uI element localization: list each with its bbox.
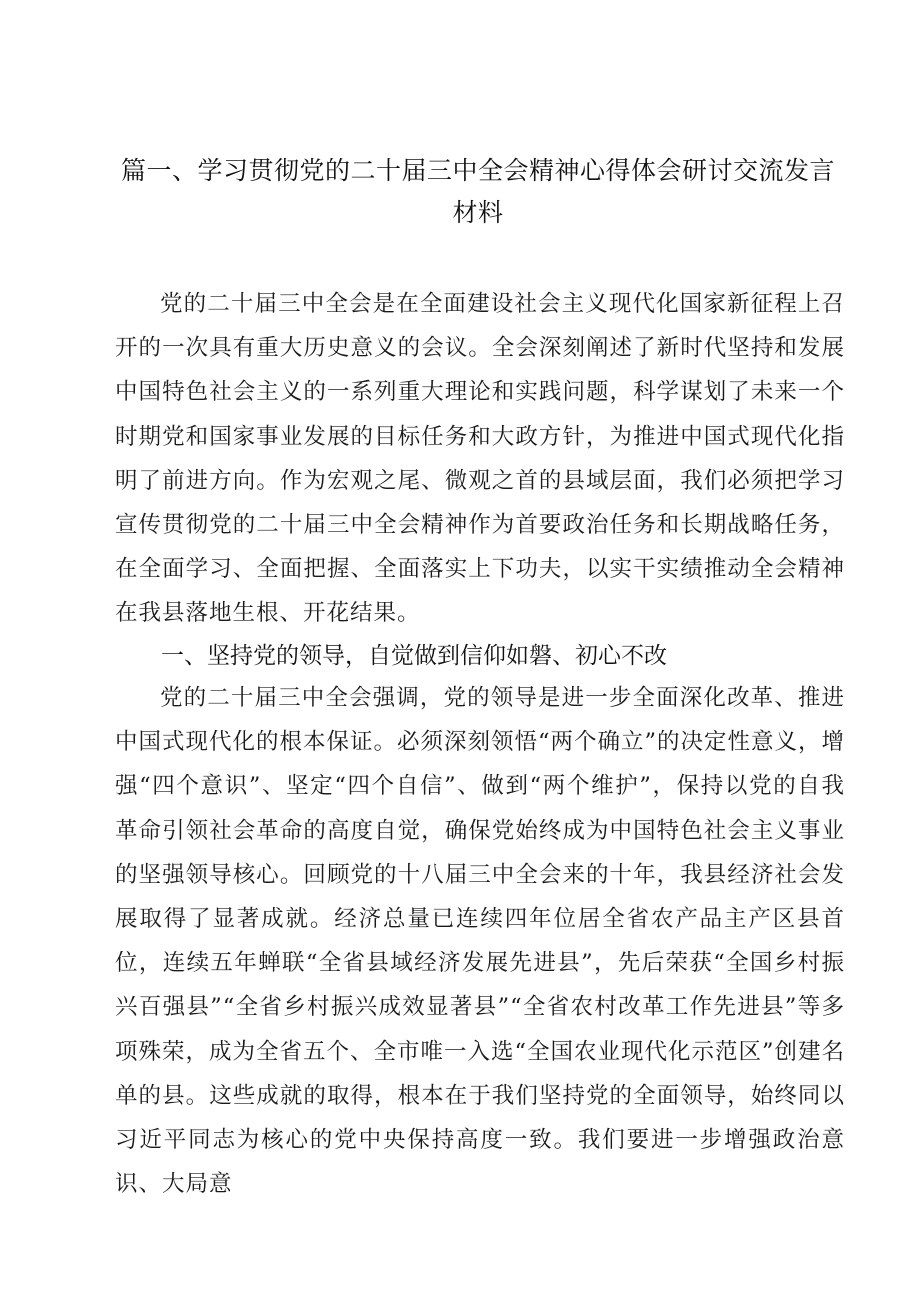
section-heading-1: 一、坚持党的领导，自觉做到信仰如磐、初心不改 (161, 643, 667, 669)
document-title: 篇一、学习贯彻党的二十届三中全会精神心得体会研讨交流发言材料 (120, 156, 835, 227)
intro-paragraph: 党的二十届三中全会是在全面建设社会主义现代化国家新征程上召开的一次具有重大历史意义的会议。全会深刻阐述了新时代坚持和发展中国特色社会主义的一系列重大理论和实践问题，科学谋划了未来一个时期党和国家事业发展的目标任务和大政方针，为推进中国式现代化指明了前进方向。作为宏观之尾、微观之首的县域层面，我们必须把学习宣传贯彻党的二十届三中全会精神作为首要政治任务和长期战略任务，在全面学习、全面把握、全面落实上下功夫，以实干实绩推动全会精神在我县落地生根、开花结果。 (115, 291, 845, 627)
section-1-paragraph: 党的二十届三中全会强调，党的领导是进一步全面深化改革、推进中国式现代化的根本保证。必须深刻领悟“两个确立”的决定性意义，增强“四个意识”、坚定“四个自信”、做到“两个维护”，保持以党的自我革命引领社会革命的高度自觉，确保党始终成为中国特色社会主义事业的坚强领导核心。回顾党的十八届三中全会来的十年，我县经济社会发展取得了显著成就。经济总量已连续四年位居全省农产品主产区县首位，连续五年蝉联“全省县域经济发展先进县”，先后荣获“全国乡村振兴百强县”“全省乡村振兴成效显著县”“全省农村改革工作先进县”等多项殊荣，成为全省五个、全市唯一入选“全国农业现代化示范区”创建名单的县。这些成就的取得，根本在于我们坚持党的全面领导，始终同以习近平同志为核心的党中央保持高度一致。我们要进一步增强政治意识、大局意 (115, 685, 846, 1198)
